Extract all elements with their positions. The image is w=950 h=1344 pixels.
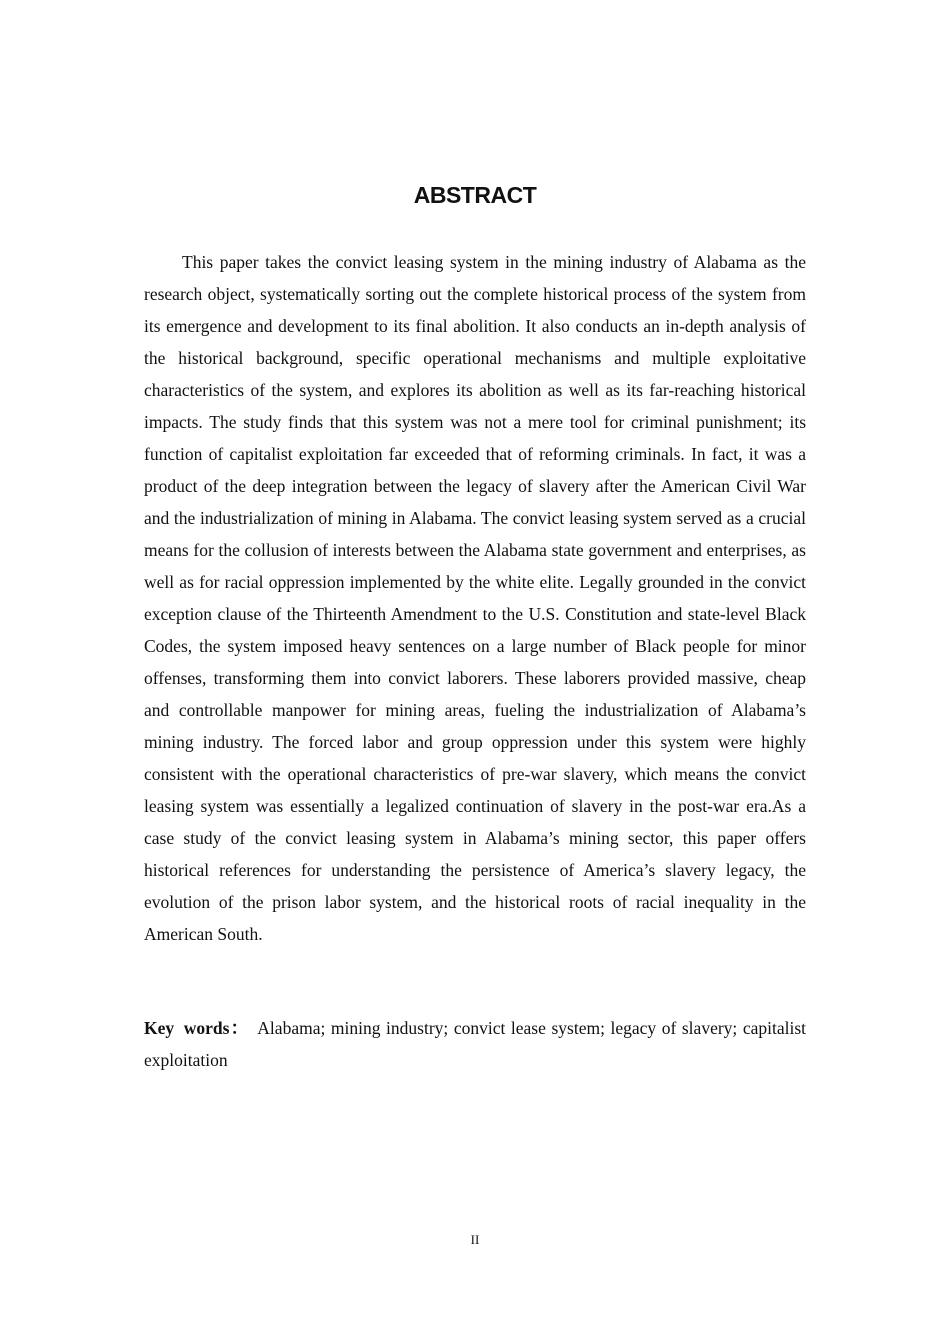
keywords-paragraph bbox=[144, 1012, 806, 1076]
keywords-label: Key words bbox=[144, 1018, 230, 1038]
keywords-colon: ： bbox=[229, 1018, 250, 1038]
page-number: II bbox=[470, 1232, 480, 1247]
keywords-list: Alabama; mining industry; convict lease system; legacy of slavery; capitalist exploitation bbox=[144, 1018, 807, 1070]
abstract-body: This paper takes the convict leasing system in the mining industry of Alabama as the research object, systematically sorting out the complete historical process of the system from its emergence and development to its final abolition. It also conducts an in-depth analysis of the historical background, specific operational mechanisms and multiple exploitative characteristics of the system, and explores its abolition as well as its far-reaching historical impacts. The study finds that this system was not a mere tool for criminal punishment; its function of capitalist exploitation far exceeded that of reforming criminals. In fact, it was a product of the deep integration between the legacy of slavery after the American Civil War and the industrialization of mining in Alabama. The convict leasing system served as a crucial means for the collusion of interests between the Alabama state government and enterprises, as well as for racial oppression implemented by the white elite. Legally grounded in the convict exception clause of the Thirteenth Amendment to the U.S. Constitution and state-level Black Codes, the system imposed heavy sentences on a large number of Black people for minor offenses, transforming them into convict laborers. These laborers provided massive, cheap and controllable manpower for mining areas, fueling the industrialization of Alabama’s mining industry. The forced labor and group oppression under this system were highly consistent with the operational characteristics of pre-war slavery, which means the convict leasing system was essentially a legalized continuation of slavery in the post-war era.As a case study of the convict leasing system in Alabama’s mining sector, this paper offers historical references for understanding the persistence of America’s slavery legacy, the evolution of the prison labor system, and the historical roots of racial inequality in the American South. bbox=[144, 252, 806, 944]
abstract-title: ABSTRACT bbox=[413, 182, 537, 208]
